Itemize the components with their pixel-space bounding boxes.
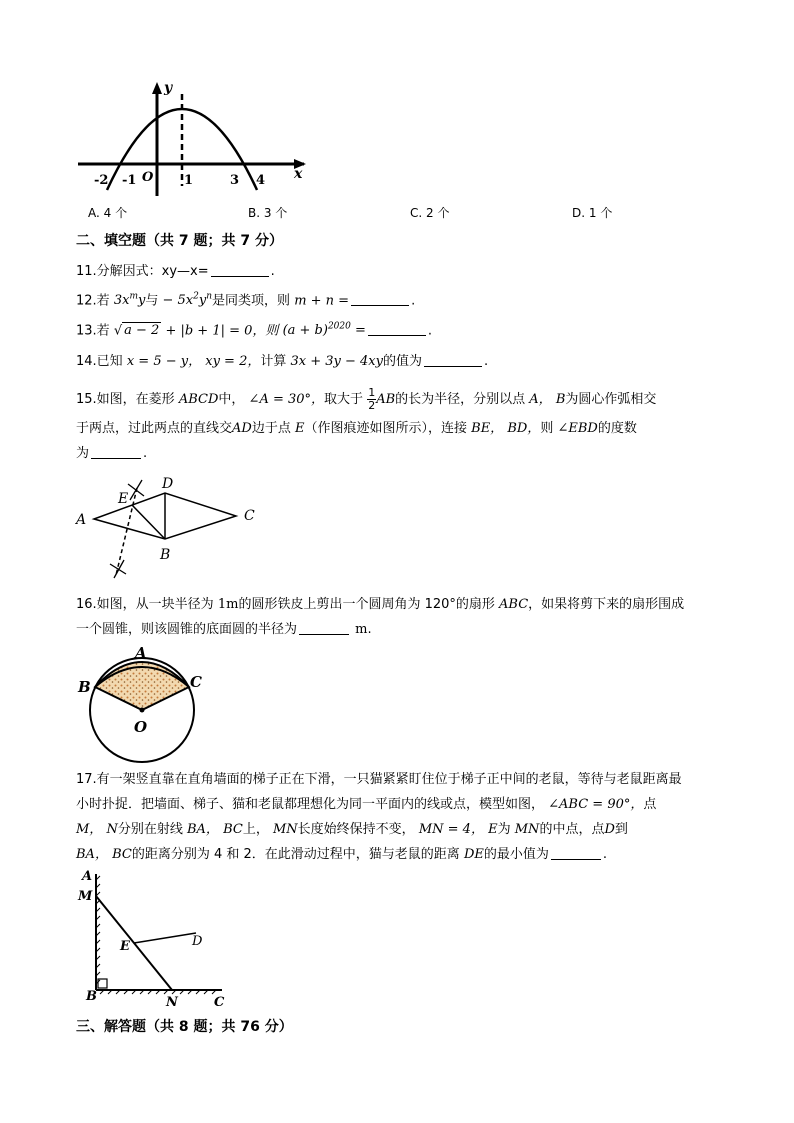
- point-b: B: [78, 678, 91, 696]
- q17-answer-blank[interactable]: [551, 847, 601, 860]
- q13-equation: √ a − 2 + |b + 1| = 0，则: [113, 323, 279, 339]
- q15-rhombus-figure: [72, 470, 272, 585]
- vertex-d: D: [162, 476, 174, 492]
- question-15-line-3: 为 .: [76, 446, 148, 461]
- q13-answer-blank[interactable]: [368, 323, 426, 336]
- vertex-b: B: [160, 547, 171, 563]
- point-a: A: [135, 644, 147, 662]
- question-16-line-2: 一个圆锥，则该圆锥的底面圆的半径为 m.: [76, 622, 372, 637]
- tick-label-neg2: -2: [94, 173, 109, 188]
- q11-answer-blank[interactable]: [211, 264, 269, 277]
- question-17-line-3: M， N分别在射线 BA， BC上， MN长度始终保持不变， MN = 4， E为 MN的中点，点D到: [76, 822, 628, 837]
- point-c: C: [190, 673, 202, 691]
- segment-ed: [134, 933, 196, 943]
- question-17-line-2: 小时扑捉．把墙面、梯子、猫和老鼠都理想化为同一平面内的线或点，模型如图， ∠ABC = 90°，点: [76, 797, 657, 812]
- x-label: x: [294, 166, 303, 182]
- q15-answer-blank[interactable]: [91, 446, 141, 459]
- question-12: 12.若 $3x^my$与 − $5x^2y^n$是同类项，则 m + n = .: [76, 292, 416, 309]
- q12-expression: m + n =: [294, 293, 350, 309]
- point-a: A: [82, 869, 93, 884]
- tick-label-3: 3: [230, 173, 240, 188]
- origin-label: O: [142, 170, 154, 185]
- tick-label-1: 1: [184, 173, 194, 188]
- question-11: 11.分解因式：xy—x= .: [76, 264, 275, 279]
- point-m: M: [78, 889, 93, 904]
- question-15-line-2: 于两点，过此两点的直线交AD边于点 E（作图痕迹如图所示），连接 BE， BD，则 ∠EBD的度数: [76, 421, 637, 436]
- question-17-line-4: BA， BC的距离分别为 4 和 2．在此滑动过程中，猫与老鼠的距离 DE的最小值为 .: [76, 847, 608, 862]
- y-axis-arrow: [152, 82, 162, 94]
- vertex-c: C: [244, 508, 255, 524]
- point-n: N: [166, 995, 178, 1010]
- question-15-line-1: 15.如图，在菱形 ABCD中， ∠A = 30°，取大于 $\frac{1}{2}$ AB的长为半径，分别以点 A， B为圆心作弧相交: [76, 386, 657, 412]
- question-16-line-1: 16.如图，从一块半径为 1m的圆形铁皮上剪出一个圆周角为 120°的扇形 ABC，如果将剪下来的扇形围成: [76, 597, 685, 612]
- q12-term-1: $3x^my$: [113, 292, 146, 309]
- q10-choice-d: D. 1 个: [572, 206, 613, 220]
- y-label: y: [164, 80, 173, 96]
- tick-label-4: 4: [256, 173, 266, 188]
- q10-parabola-graph: [72, 78, 312, 198]
- q11-text: 11.分解因式：xy—x=: [76, 264, 209, 279]
- point-o: O: [134, 718, 148, 736]
- point-b: B: [86, 989, 97, 1004]
- q12-term-2: − $5x^2y^n$: [162, 292, 213, 309]
- arc-top: [128, 480, 144, 500]
- arc-bottom: [110, 560, 126, 578]
- q13-expression: $(a + b)^{2020}$ =: [282, 322, 366, 339]
- q12-answer-blank[interactable]: [351, 293, 409, 306]
- q16-circle-sector-figure: [72, 642, 222, 767]
- point-d: D: [192, 934, 203, 949]
- q10-choice-a: A. 4 个: [88, 206, 128, 220]
- point-c: C: [214, 995, 225, 1010]
- q14-answer-blank[interactable]: [424, 354, 482, 367]
- question-17-line-1: 17.有一架竖直靠在直角墙面的梯子正在下滑，一只猫紧紧盯住位于梯子正中间的老鼠，等待与老鼠距离最: [76, 772, 682, 787]
- q16-answer-blank[interactable]: [299, 622, 349, 635]
- q17-ladder-figure: [72, 866, 242, 1011]
- q10-choice-b: B. 3 个: [248, 206, 288, 220]
- point-e: E: [120, 939, 130, 954]
- q15-fraction: $\frac{1}{2}$: [368, 386, 376, 412]
- vertex-a: A: [76, 512, 87, 528]
- q10-choice-c: C. 2 个: [410, 206, 450, 220]
- section-3-heading: 三、解答题（共 8 题；共 76 分）: [76, 1019, 293, 1035]
- vertex-e: E: [118, 491, 129, 507]
- section-2-heading: 二、填空题（共 7 题；共 7 分）: [76, 233, 283, 249]
- question-13: 13.若 √ a − 2 + |b + 1| = 0，则 $(a + b)^{2020}$ = .: [76, 322, 433, 339]
- tick-label-neg1: -1: [122, 173, 137, 188]
- center-point: [140, 708, 145, 713]
- question-14: 14.已知 x = 5 − y， xy = 2，计算 3x + 3y − 4xy的值为 .: [76, 354, 489, 369]
